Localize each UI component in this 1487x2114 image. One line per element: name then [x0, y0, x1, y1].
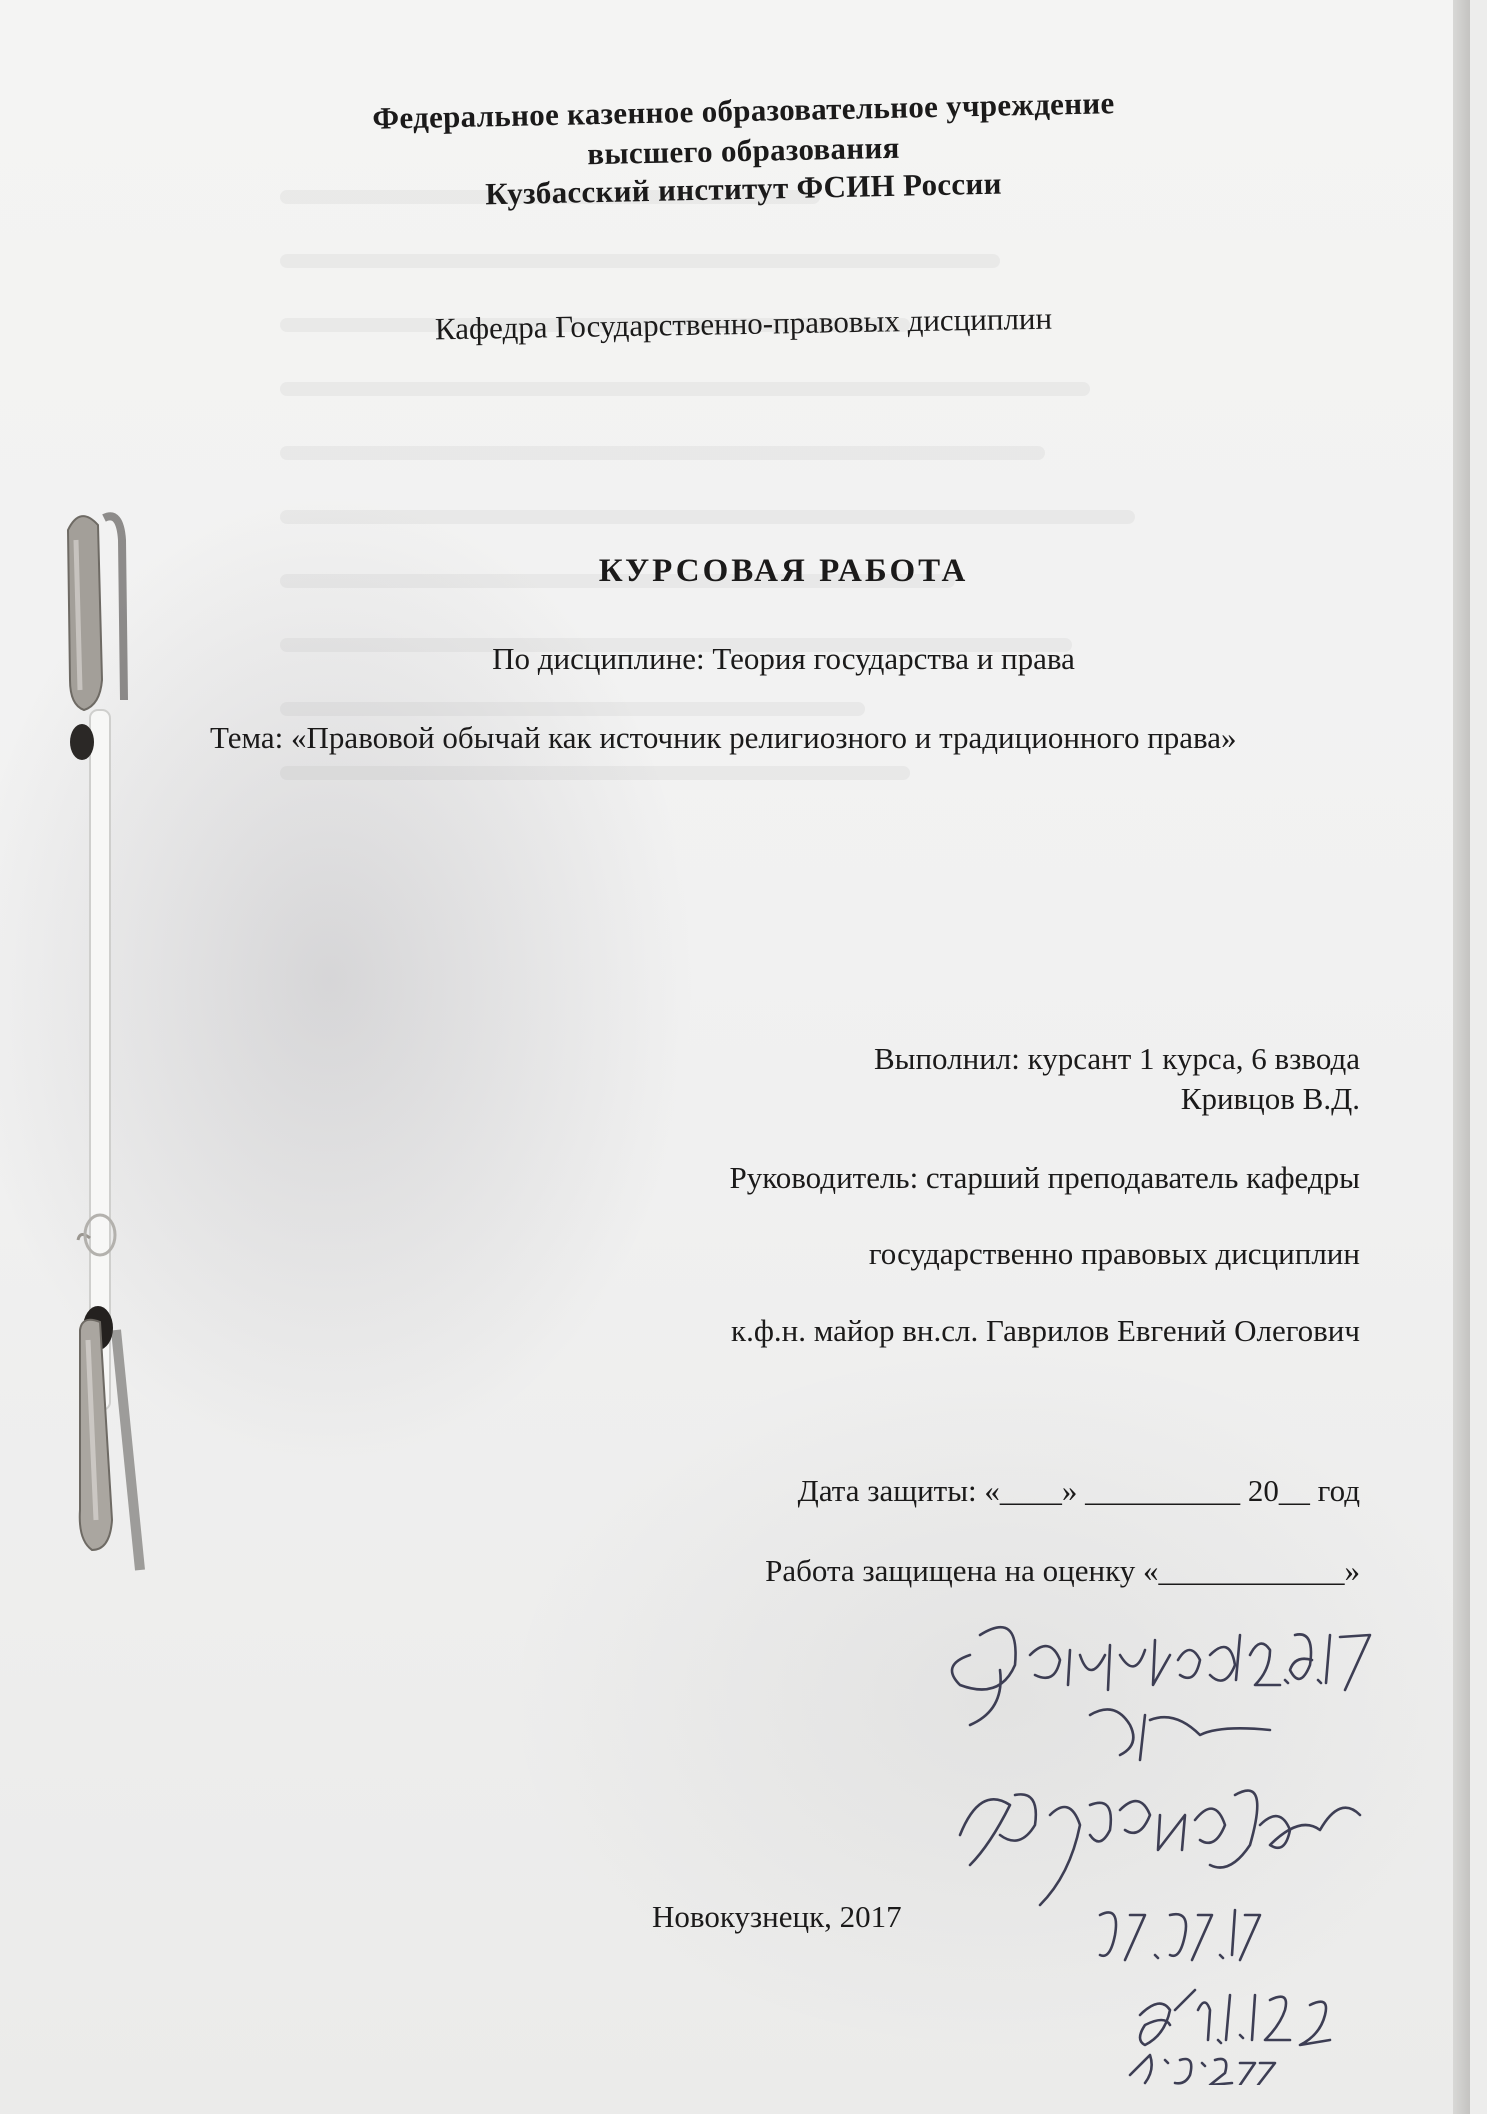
institution-line-2: высшего образования: [586, 129, 901, 172]
handwritten-annotations: [940, 1615, 1460, 2085]
institution-line-3: Кузбасский институт ФСИН России: [484, 165, 1003, 212]
department: Кафедра Государственно-правовых дисциплин: [434, 300, 1053, 347]
defense-grade: Работа защищена на оценку «____________»: [765, 1553, 1360, 1588]
binder-fastener: [40, 510, 150, 1630]
city-year: Новокузнецк, 2017: [652, 1899, 902, 1934]
topic: Тема: «Правовой обычай как источник религиозного и традиционного права»: [210, 720, 1237, 755]
supervisor-line-3: к.ф.н. майор вн.сл. Гаврилов Евгений Олегович: [731, 1313, 1360, 1348]
author-name: Кривцов В.Д.: [1180, 1081, 1360, 1116]
discipline: По дисциплине: Теория государства и права: [492, 641, 1075, 676]
supervisor-line-2: государственно правовых дисциплин: [868, 1236, 1360, 1271]
page-edge: [1453, 0, 1470, 2114]
author-line-1: Выполнил: курсант 1 курса, 6 взвода: [873, 1041, 1360, 1076]
supervisor-line-1: Руководитель: старший преподаватель кафедры: [729, 1160, 1360, 1195]
institution-line-1: Федеральное казенное образовательное учреждение: [372, 85, 1115, 136]
defense-date: Дата защиты: «____» __________ 20__ год: [797, 1473, 1360, 1508]
work-type-title: КУРСОВАЯ РАБОТА: [598, 553, 969, 589]
